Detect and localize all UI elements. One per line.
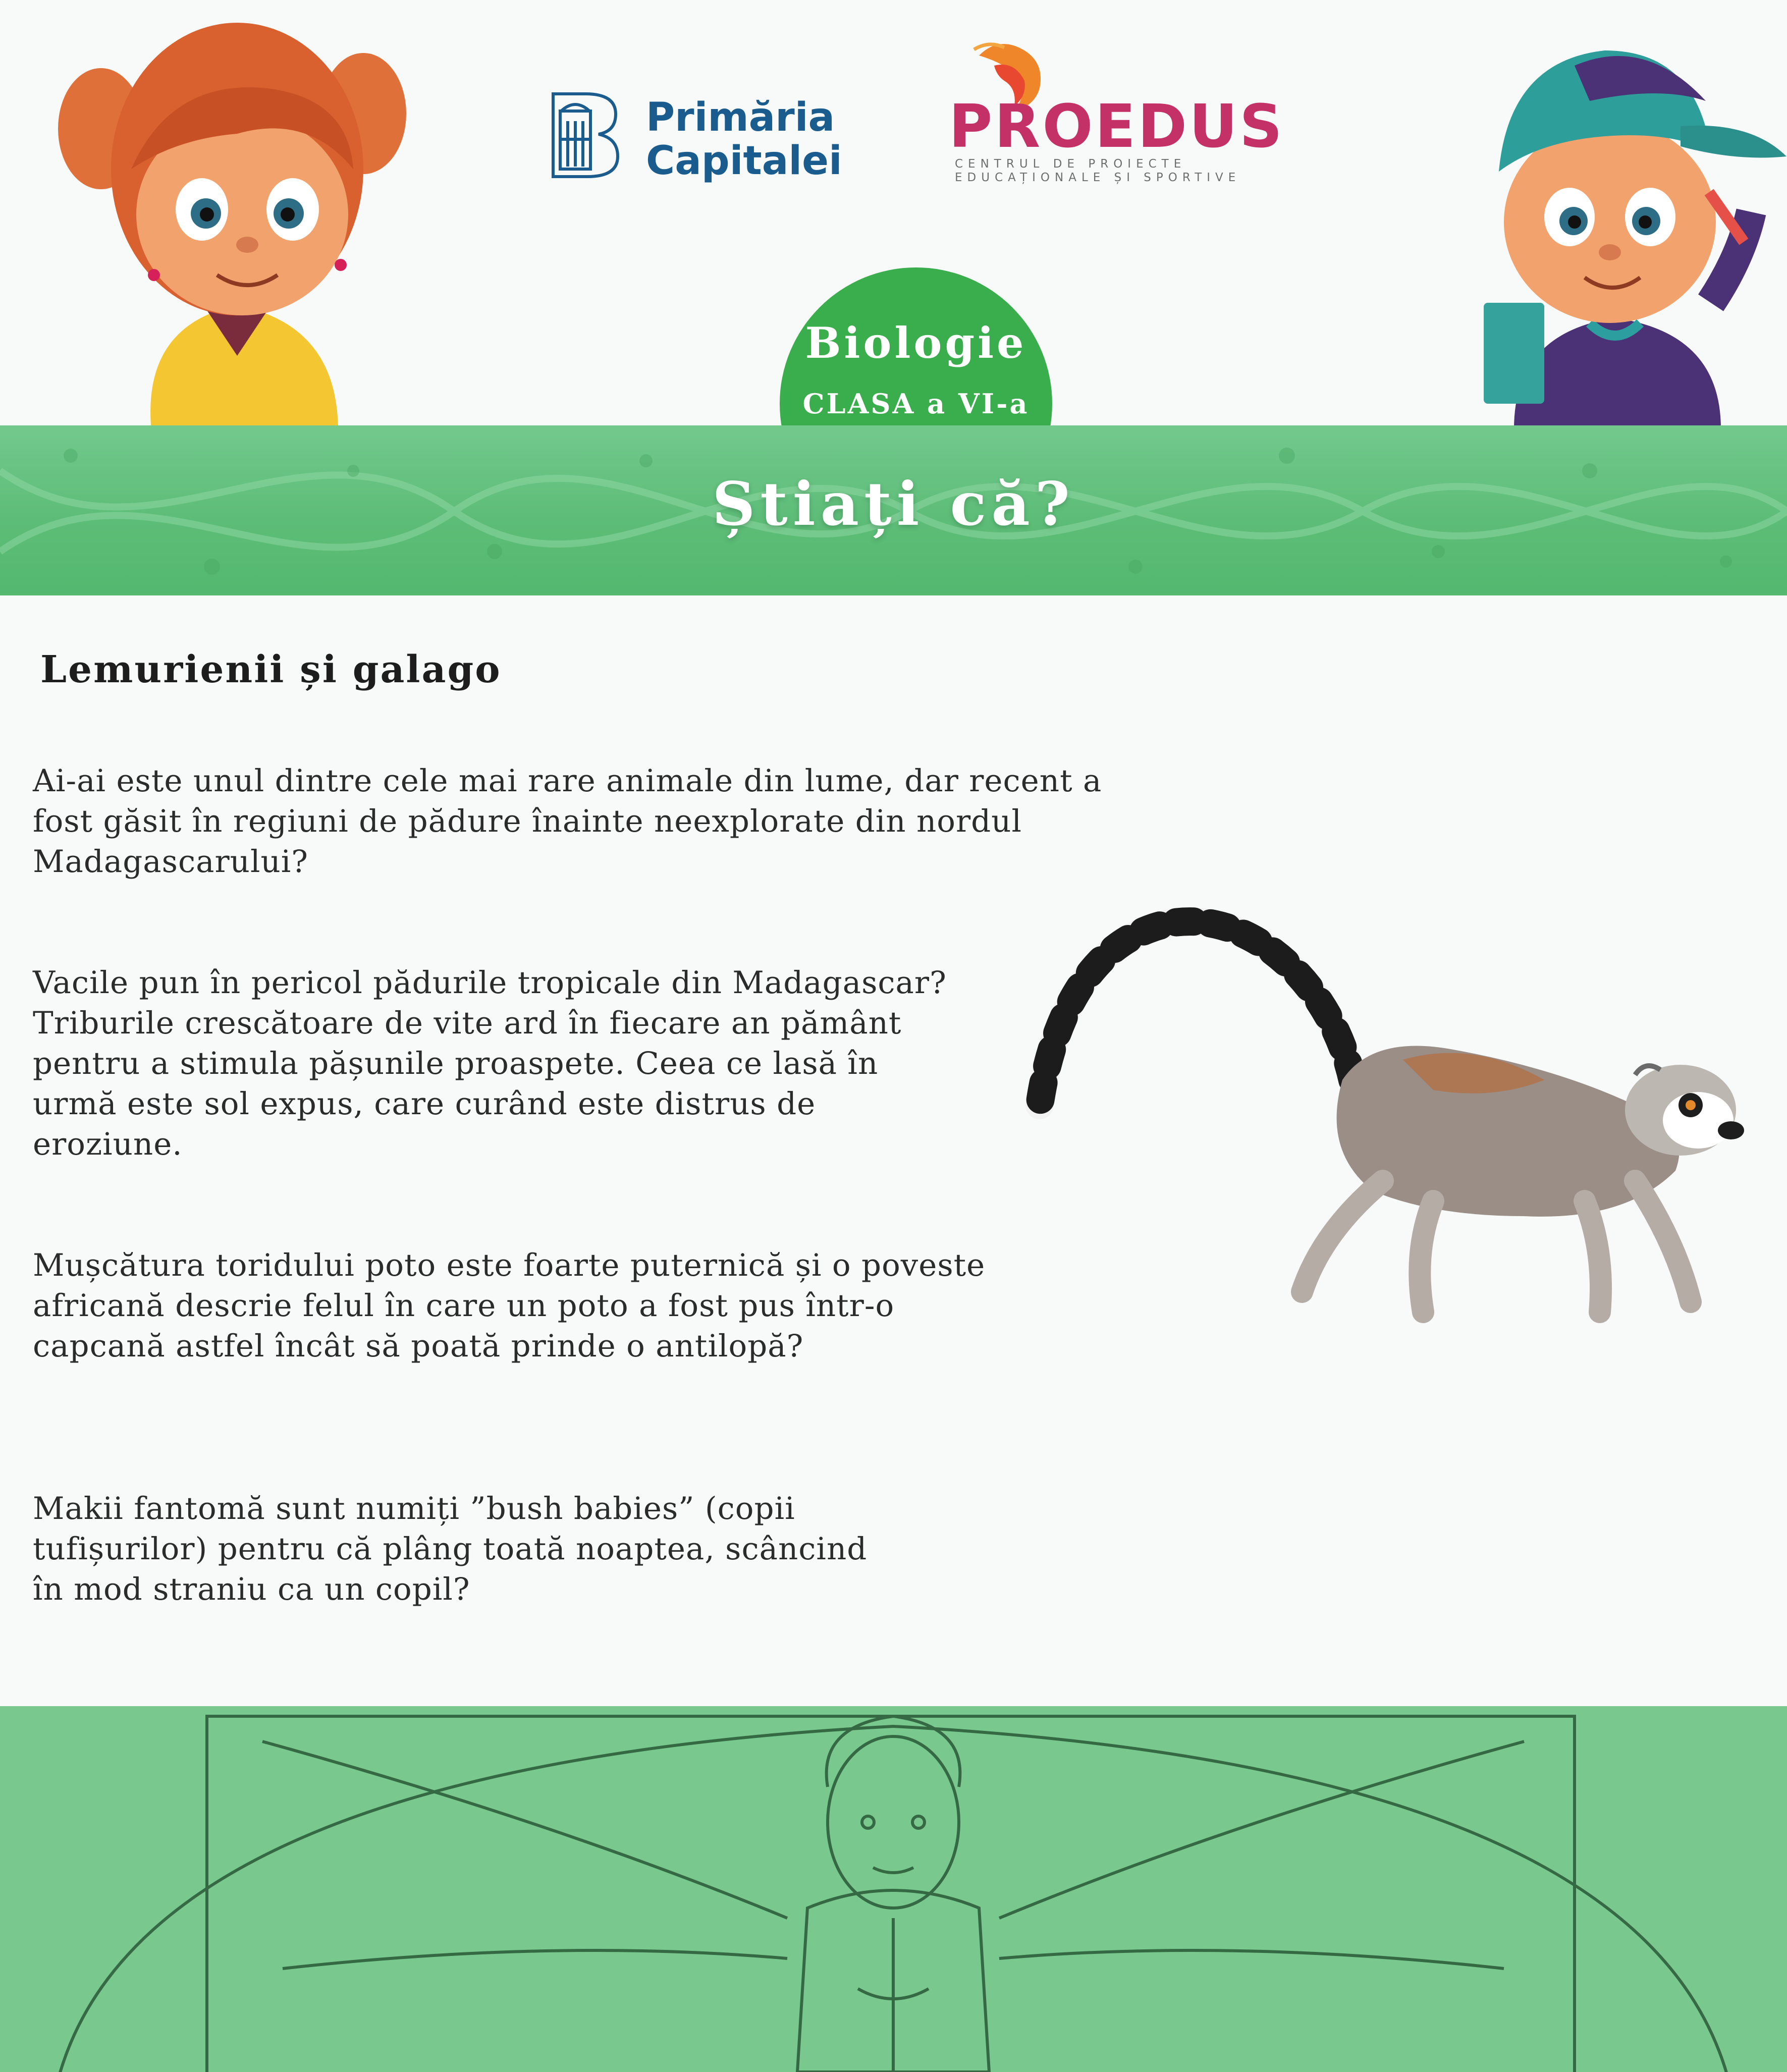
proedus-tagline bbox=[955, 157, 1240, 185]
paragraph-line: Ai-ai este unul dintre cele mai rare animale din lume, dar recent a bbox=[33, 763, 1102, 799]
paragraph-line: fost găsit în regiuni de pădure înainte neexplorate din nordul bbox=[33, 803, 1022, 839]
paragraph-line: urmă este sol expus, care curând este distrus de bbox=[33, 1086, 816, 1122]
article-heading: Lemurienii și galago bbox=[40, 648, 502, 691]
paragraph-3 bbox=[33, 1245, 985, 1367]
paragraph-line: Mușcătura toridului poto este foarte puternică și o poveste bbox=[33, 1247, 986, 1283]
primaria-logo bbox=[550, 91, 863, 182]
girl-character-icon bbox=[56, 3, 419, 431]
paragraph-line: Vacile pun în pericol pădurile tropicale din Madagascar? bbox=[33, 965, 947, 1001]
primaria-line1: Primăria bbox=[646, 95, 835, 140]
proedus-tagline-1: CENTRUL DE PROIECTE bbox=[955, 157, 1186, 171]
paragraph-line: în mod straniu ca un copil? bbox=[33, 1571, 470, 1607]
primaria-line2: Capitalei bbox=[646, 138, 842, 184]
boy-character-icon bbox=[1438, 20, 1787, 449]
proedus-logo bbox=[949, 40, 1285, 187]
paragraph-line: Madagascarului? bbox=[33, 844, 308, 880]
title-banner bbox=[0, 425, 1787, 595]
paragraph-line: eroziune. bbox=[33, 1126, 183, 1162]
badge-subject: Biologie bbox=[805, 318, 1027, 368]
proedus-wordmark: PROEDUS bbox=[949, 91, 1285, 161]
primaria-b-emblem-icon bbox=[550, 91, 621, 179]
paragraph-line: tufișurilor) pentru că plâng toată noaptea, scâncind bbox=[33, 1531, 868, 1567]
paragraph-line: capcană astfel încât să poată prinde o antilopă? bbox=[33, 1328, 804, 1364]
paragraph-line: Triburile crescătoare de vite ard în fiecare an pământ bbox=[33, 1005, 902, 1041]
paragraph-2 bbox=[33, 963, 947, 1165]
badge-grade: CLASA a VI-a bbox=[802, 388, 1030, 420]
vitruvian-man-sketch-icon bbox=[0, 1706, 1787, 2072]
subject-badge bbox=[754, 267, 1077, 429]
proedus-tagline-2: EDUCAȚIONALE ȘI SPORTIVE bbox=[955, 171, 1241, 184]
primaria-name bbox=[646, 96, 842, 183]
paragraph-line: africană descrie felul în care un poto a fost pus într-o bbox=[33, 1288, 895, 1324]
banner-title: Știați că? bbox=[712, 469, 1075, 539]
paragraph-line: Makii fantomă sunt numiți ”bush babies” (copii bbox=[33, 1491, 795, 1526]
lemur-illustration-icon bbox=[1019, 868, 1766, 1347]
paragraph-4 bbox=[33, 1489, 867, 1610]
paragraph-1 bbox=[33, 761, 1102, 882]
vitruvian-panel bbox=[0, 1706, 1787, 2072]
paragraph-line: pentru a stimula pășunile proaspete. Ceea ce lasă în bbox=[33, 1046, 879, 1081]
